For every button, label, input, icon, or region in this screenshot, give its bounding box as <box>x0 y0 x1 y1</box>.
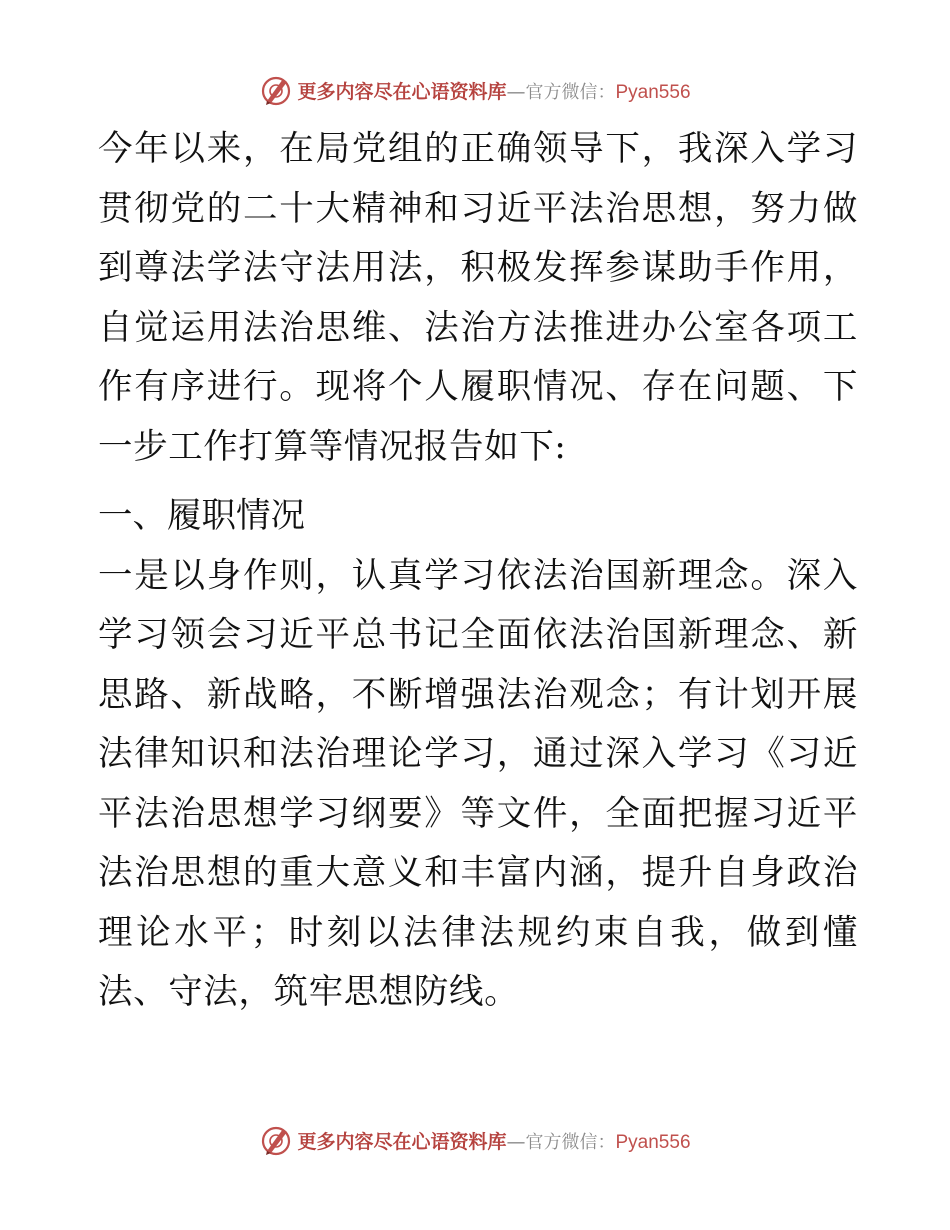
footer-banner-text <box>297 1127 690 1154</box>
pen-logo-icon <box>259 1123 293 1157</box>
footer-banner-brand: 更多内容尽在心语资料库 <box>297 1130 507 1153</box>
header-banner <box>0 68 950 112</box>
footer-banner-wechat-id: Pyan556 <box>615 1131 691 1153</box>
header-banner-wechat-id: Pyan556 <box>615 81 691 103</box>
document-body <box>98 120 858 1023</box>
footer-banner-official: 官方微信： <box>525 1131 616 1153</box>
pen-logo-icon <box>259 73 293 107</box>
section-heading: 一、履职情况 <box>98 496 305 536</box>
footer-banner <box>0 1118 950 1162</box>
paragraph-1: 一是以身作则，认真学习依法治国新理念。深入学习领会习近平总书记全面依法治国新理念、新思路、新战略，不断增强法治观念；有计划开展法律知识和法治理论学习，通过深入学习《习近平法治思想学习纲要》等文件，全面把握习近平法治思想的重大意义和丰富内涵，提升自身政治理论水平；时刻以法律法规约束自我，做到懂法、守法，筑牢思想防线。 <box>98 555 858 1012</box>
header-banner-text <box>297 77 690 104</box>
header-banner-brand: 更多内容尽在心语资料库 <box>297 80 507 103</box>
header-banner-official: 官方微信： <box>525 81 616 103</box>
header-banner-separator: — <box>506 80 526 103</box>
footer-banner-separator: — <box>506 1130 526 1153</box>
intro-paragraph: 今年以来，在局党组的正确领导下，我深入学习贯彻党的二十大精神和习近平法治思想，努力做到尊法学法守法用法，积极发挥参谋助手作用，自觉运用法治思维、法治方法推进办公室各项工作有序进行。现将个人履职情况、存在问题、下一步工作打算等情况报告如下: <box>98 129 858 467</box>
